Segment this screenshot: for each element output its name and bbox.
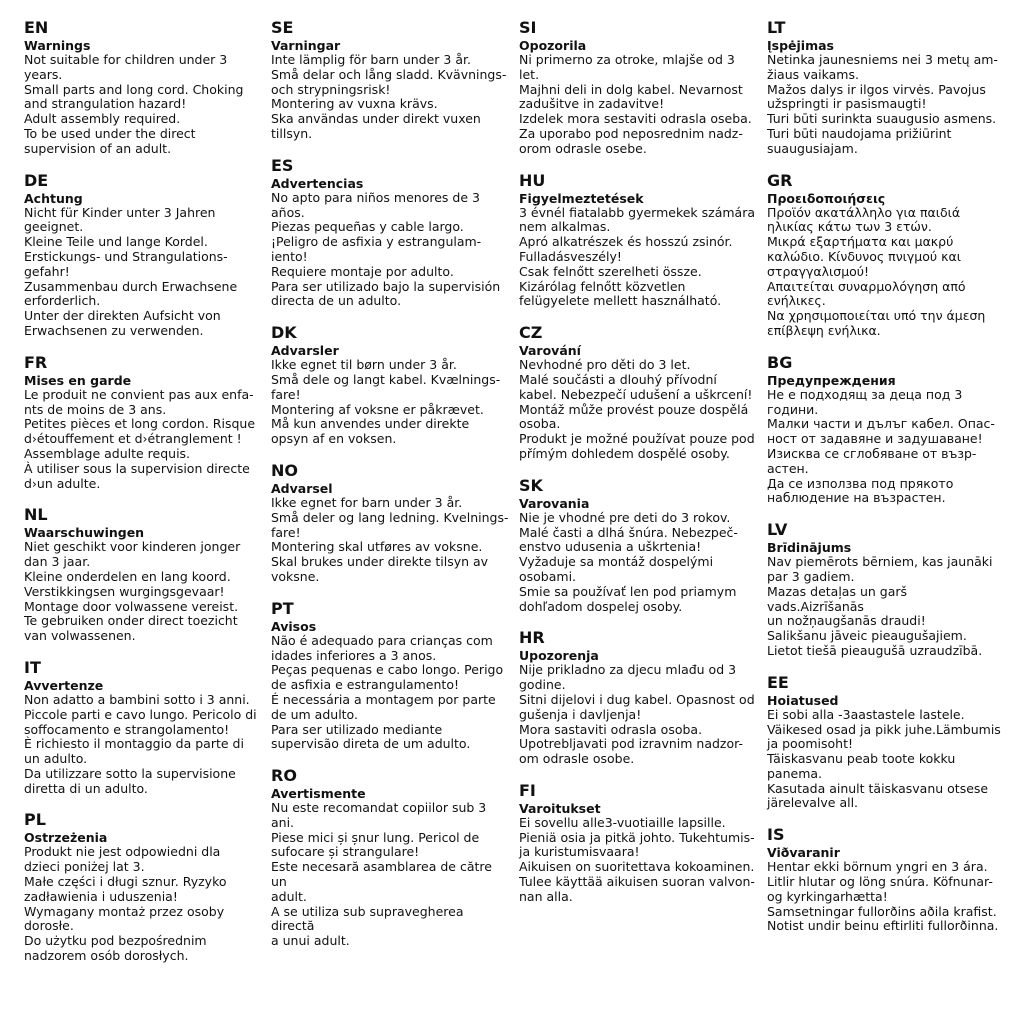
section-body: Le produit ne convient pas aux enfa- nts de moins de 3 ans. Petites pièces et long cordon. Risque d›étouffement et d›étranglement ! Assemblage adulte requis. À utiliser sous la supervision directe d›un adulte. <box>24 386 256 491</box>
warning-section-fr <box>24 353 262 492</box>
warning-section-hu <box>519 171 757 310</box>
section-body: Nije prikladno za djecu mlađu od 3 godine. Sitni dijelovi i dug kabel. Opasnost od gušenja i davljenja! Mora sastaviti odrasla osoba. Upotrebljavati pod izravnim nadzor- om odrasle osobe. <box>519 662 755 767</box>
section-body: 3 évnél fiatalabb gyermekek számára nem alkalmas. Apró alkatrészek és hosszú zsinór. Fulladásveszély! Csak felnőtt szerelheti össze. Kizárólag felnőtt közvetlen felügyelete mellett használható. <box>519 204 756 309</box>
warning-section-pt <box>271 599 509 752</box>
warning-section-hr <box>519 628 757 767</box>
warning-section-no <box>271 461 509 585</box>
section-heading: Avertismente <box>271 786 366 802</box>
language-code: FI <box>519 780 536 800</box>
section-body: Ikke egnet til børn under 3 år. Små dele og langt kabel. Kvælnings- fare! Montering af voksne er påkrævet. Må kun anvendes under direkte opsyn af en voksen. <box>271 357 501 447</box>
language-code: RO <box>271 766 297 786</box>
warning-section-en <box>24 18 262 157</box>
section-heading: Įspėjimas <box>767 38 834 53</box>
section-heading: Ostrzeżenia <box>24 830 108 846</box>
language-code: LV <box>767 520 788 540</box>
section-body: Hentar ekki börnum yngri en 3 ára. Litlir hlutar og löng snúra. Köfnunar- og kyrkingarhætta! Samsetningar fullorðins aðila krafist. Notist undir beinu eftirliti fullorðinna. <box>767 859 999 934</box>
language-code: DK <box>271 323 297 343</box>
section-heading: Varningar <box>271 38 341 53</box>
section-body: Niet geschikt voor kinderen jonger dan 3 jaar. Kleine onderdelen en lang koord. Verstikkingsen wurgingsgevaar! Montage door volwassene vereist. Te gebruiken onder direct toezicht van volwassenen. <box>24 539 241 644</box>
warning-section-dk <box>271 323 509 447</box>
warning-section-cz <box>519 323 757 462</box>
warning-section-gr <box>767 171 1005 339</box>
section-heading: Figyelmeztetések <box>519 190 644 206</box>
section-heading: Hoiatused <box>767 692 839 708</box>
language-code: PT <box>271 598 294 618</box>
section-body: Ni primerno za otroke, mlajše od 3 let. Majhni deli in dolg kabel. Nevarnost zadušitve in zadavitve! Izdelek mora sestaviti odrasla oseba. Za uporabo pod neposrednim nadz- orom odrasle osebe. <box>519 52 752 156</box>
warning-section-nl <box>24 505 262 644</box>
section-body: Nav piemērots bērniem, kas jaunāki par 3 gadiem. Mazas detaļas un garš vads.Aizrīšanās un nožņaugšanās draudi! Salikšanu jāveic pieaugušajiem. Lietot tiešā pieaugušā uzraudzībā. <box>767 554 993 658</box>
section-heading: Προειδοποιήσεις <box>767 190 886 206</box>
warning-section-pl <box>24 810 262 963</box>
section-body: Nicht für Kinder unter 3 Jahren geeignet. Kleine Teile und lange Kordel. Erstickungs- und Strangulations- gefahr! Zusammenbau durch Erwachsene erforderlich. Unter der direkten Aufsicht von Erwachsenen zu verwenden. <box>24 204 238 338</box>
warning-section-fi <box>519 781 757 905</box>
section-heading: Warnings <box>24 38 91 53</box>
language-code: SK <box>519 475 543 495</box>
section-body: Not suitable for children under 3 years. Small parts and long cord. Choking and strangulation hazard! Adult assembly required. To be used under the direct supervision of an adult. <box>24 52 244 156</box>
section-body: Non adatto a bambini sotto i 3 anni. Piccole parti e cavo lungo. Pericolo di soffocamento e strangolamento! È richiesto il montaggio da parte di un adulto. Da utilizzare sotto la supervisione diretta di un adulto. <box>24 691 257 796</box>
language-code: CZ <box>519 323 543 343</box>
section-heading: Upozorenja <box>519 648 599 664</box>
section-heading: Varování <box>519 343 581 359</box>
section-heading: Achtung <box>24 190 83 206</box>
section-body: Inte lämplig för barn under 3 år. Små delar och lång sladd. Kvävnings- och strypningsrisk! Montering av vuxna krävs. Ska användas under direkt vuxen tillsyn. <box>271 52 507 141</box>
language-code: LT <box>767 18 786 37</box>
warning-section-sk <box>519 476 757 615</box>
language-code: EE <box>767 672 789 692</box>
language-code: BG <box>767 352 793 372</box>
section-heading: Advarsel <box>271 480 333 496</box>
section-body: No apto para niños menores de 3 años. Piezas pequeñas y cable largo. ¡Peligro de asfixia y estrangulam- iento! Requiere montaje por adulto. Para ser utilizado bajo la supervisión directa de un adulto. <box>271 189 501 309</box>
language-code: SI <box>519 18 537 37</box>
section-heading: Advarsler <box>271 343 339 359</box>
section-heading: Предупреждения <box>767 372 896 388</box>
warning-section-es <box>271 156 509 309</box>
language-code: HR <box>519 628 545 648</box>
warning-section-si <box>519 18 757 157</box>
section-heading: Viðvaranir <box>767 845 840 861</box>
language-code: NO <box>271 460 298 480</box>
section-heading: Varoitukset <box>519 800 601 816</box>
warning-section-de <box>24 171 262 339</box>
section-heading: Mises en garde <box>24 372 132 388</box>
column-3 <box>519 18 757 905</box>
section-body: Nevhodné pro děti do 3 let. Malé součásti a dlouhý přívodní kabel. Nebezpečí udušení a uškrcení! Montáž může provést pouze dospělá osoba. Produkt je možné používat pouze pod přímým dohledem dospělé osoby. <box>519 357 755 461</box>
column-1 <box>24 18 262 964</box>
language-code: IS <box>767 825 785 845</box>
warning-section-se <box>271 18 509 142</box>
section-heading: Avisos <box>271 618 317 634</box>
warning-section-is <box>767 825 1005 934</box>
language-code: DE <box>24 170 49 190</box>
section-heading: Varovania <box>519 495 590 511</box>
section-heading: Opozorila <box>519 38 587 53</box>
warning-section-bg <box>767 353 1005 506</box>
section-heading: Brīdinājums <box>767 540 852 556</box>
section-heading: Waarschuwingen <box>24 525 145 541</box>
section-body: Ikke egnet for barn under 3 år. Små deler og lang ledning. Kvelnings- fare! Montering skal utføres av voksne. Skal brukes under direkte tilsyn av voksne. <box>271 494 509 584</box>
section-body: Προϊόν ακατάλληλο για παιδιά ηλικίας κάτω των 3 ετών. Μικρά εξαρτήματα και μακρύ καλώδιο. Κίνδυνος πνιγμού και στραγγαλισμού! Απαιτείται συναρμολόγηση από ενήλικες. Να χρησιμοποιείται υπό την άμεση επίβλεψη ενήλικα. <box>767 204 986 338</box>
section-body: Ei sobi alla -3aastastele lastele. Väikesed osad ja pikk juhe.Lämbumis ja poomisoht! Täiskasvanu peab toote kokku panema. Kasutada ainult täiskasvanu otsese järelevalve all. <box>767 706 1001 811</box>
language-code: ES <box>271 155 294 175</box>
warning-section-ee <box>767 673 1005 812</box>
language-code: IT <box>24 657 41 677</box>
section-body: Nu este recomandat copiilor sub 3 ani. Piese mici și șnur lung. Pericol de sufocare și strangulare! Este necesară asamblarea de către un adult. A se utiliza sub supravegherea directă a unui adult. <box>271 800 492 949</box>
warning-section-lv <box>767 520 1005 659</box>
warning-section-lt <box>767 18 1005 157</box>
column-2 <box>271 18 509 949</box>
section-body: Ei sovellu alle3-vuotiaille lapsille. Pieniä osia ja pitkä johto. Tukehtumis- ja kuristumisvaara! Aikuisen on suoritettava kokoaminen. Tulee käyttää aikuisen suoran valvon- nan alla. <box>519 814 755 904</box>
warning-section-ro <box>271 766 509 949</box>
section-body: Produkt nie jest odpowiedni dla dzieci poniżej lat 3. Małe części i długi sznur. Ryzyko zadławienia i uduszenia! Wymagany montaż przez osoby dorosłe. Do użytku pod bezpośrednim nadzorem osób dorosłych. <box>24 844 227 964</box>
language-code: EN <box>24 18 49 37</box>
section-heading: Avvertenze <box>24 677 104 693</box>
language-code: NL <box>24 505 48 525</box>
language-code: FR <box>24 352 48 372</box>
warning-section-it <box>24 658 262 797</box>
language-code: SE <box>271 18 294 37</box>
section-body: Не е подходящ за деца под 3 години. Малки части и дълъг кабел. Опас- ност от задавяне и задушаване! Изисква се сглобяване от възр- астен. Да се използва под прякото наблюдение на възрастен. <box>767 386 995 506</box>
section-body: Não é adequado para crianças com idades inferiores a 3 anos. Peças pequenas e cabo longo. Perigo de asfixia e estrangulamento! É necessária a montagem por parte de um adulto. Para ser utilizado mediante supervisão direta de um adulto. <box>271 632 504 752</box>
language-code: HU <box>519 170 546 190</box>
language-code: GR <box>767 170 793 190</box>
section-body: Netinka jaunesniems nei 3 metų am- žiaus vaikams. Mažos dalys ir ilgos virvės. Pavojus užspringti ir pasismaugti! Turi būti surinkta suaugusio asmens. Turi būti naudojama prižiūrint suaugusiajam. <box>767 52 998 156</box>
language-code: PL <box>24 810 46 830</box>
section-heading: Advertencias <box>271 175 364 191</box>
section-body: Nie je vhodné pre deti do 3 rokov. Malé časti a dlhá šnúra. Nebezpeč- enstvo udusenia a uškrtenia! Vyžaduje sa montáž dospelými osobami. Smie sa používať len pod priamym dohľadom dospelej osoby. <box>519 509 738 614</box>
column-4 <box>767 18 1005 934</box>
